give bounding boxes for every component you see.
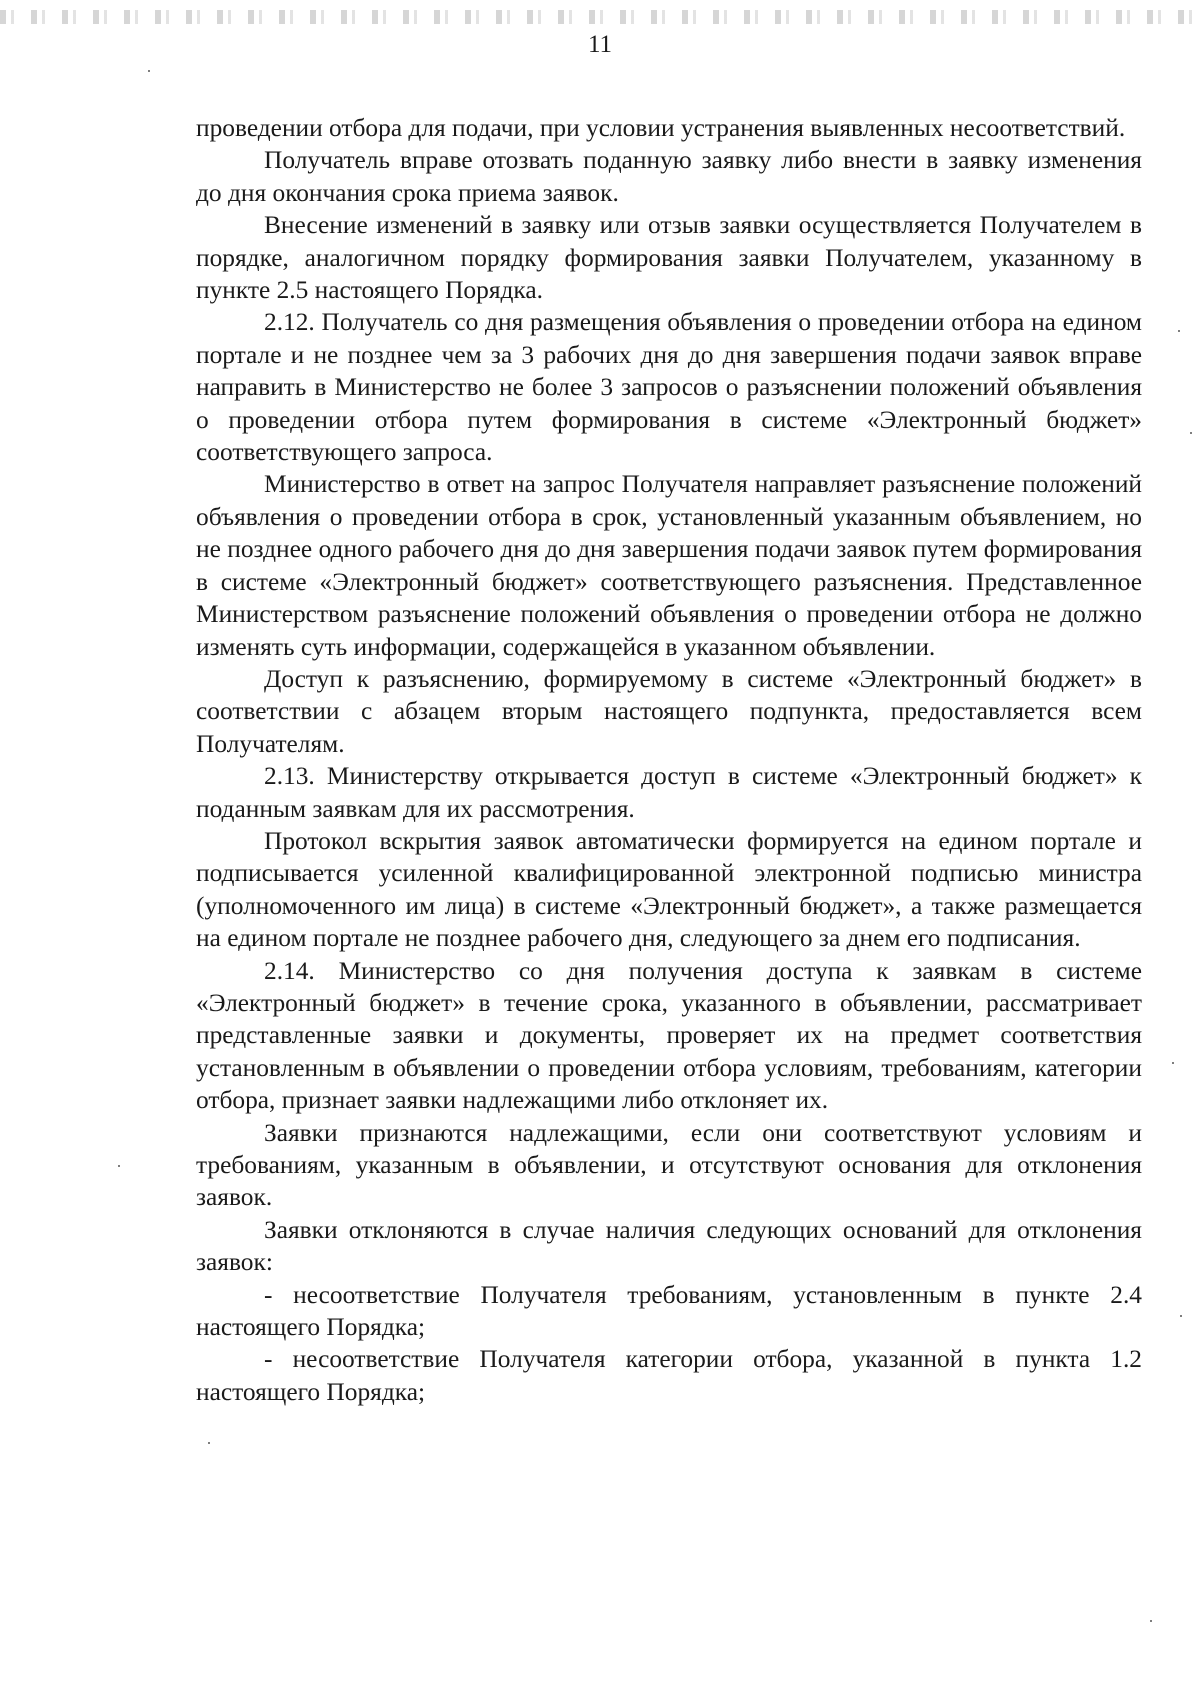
scan-speck	[1172, 1062, 1174, 1064]
paragraph: проведении отбора для подачи, при условии устранения выявленных несоответствий.	[196, 114, 1126, 142]
scan-speck	[1180, 1315, 1182, 1317]
paragraph: Заявки признаются надлежащими, если они соответствуют условиям и требованиям, указанным в объявлении, и отсутствуют основания для отклонения заявок.	[196, 1118, 1142, 1212]
scan-speck	[148, 70, 150, 72]
paragraph-2-14: 2.14. Министерство со дня получения доступа к заявкам в системе «Электронный бюджет» в течение срока, указанного в объявлении, рассматривает представленные заявки и документы, проверяет их на предмет соответствия установленным в объявлении о проведении отбора условиям, требованиям, категории отбора, признает заявки надлежащими либо отклоняет их.	[196, 956, 1142, 1115]
list-item: - несоответствие Получателя категории отбора, указанной в пункта 1.2 настоящего Порядка;	[196, 1345, 1142, 1406]
paragraph: Получатель вправе отозвать поданную заявку либо внести в заявку изменения до дня окончания срока приема заявок.	[196, 146, 1142, 207]
paragraph: Протокол вскрытия заявок автоматически формируется на едином портале и подписывается усиленной квалифицированной электронной подписью министра (уполномоченного им лица) в системе «Электронный бюджет», а также размещается на едином портале не позднее рабочего дня, следующего за днем его подписания.	[196, 826, 1142, 953]
scan-speck	[1190, 432, 1192, 434]
paragraph: Внесение изменений в заявку или отзыв заявки осуществляется Получателем в порядке, аналогичном порядку формирования заявки Получателем, указанному в пункте 2.5 настоящего Порядка.	[196, 211, 1142, 305]
scan-edge-noise	[0, 10, 1200, 24]
paragraph-2-12: 2.12. Получатель со дня размещения объявления о проведении отбора на едином портале и не позднее чем за 3 рабочих дня до дня завершения подачи заявок вправе направить в Министерство не более 3 запросов о разъяснении положений объявления о проведении отбора путем формирования в системе «Электронный бюджет» соответствующего запроса.	[196, 308, 1142, 467]
document-body	[196, 112, 1142, 1408]
paragraph-2-13: 2.13. Министерству открывается доступ в системе «Электронный бюджет» к поданным заявкам для их рассмотрения.	[196, 762, 1142, 823]
scan-speck	[208, 1442, 210, 1444]
scan-speck	[1178, 330, 1180, 332]
page-number: 11	[587, 31, 613, 58]
list-item: - несоответствие Получателя требованиям, установленным в пункте 2.4 настоящего Порядка;	[196, 1280, 1142, 1342]
paragraph: Доступ к разъяснению, формируемому в системе «Электронный бюджет» в соответствии с абзацем вторым настоящего подпункта, предоставляется всем Получателям.	[196, 664, 1142, 758]
paragraph: Заявки отклоняются в случае наличия следующих оснований для отклонения заявок:	[196, 1215, 1142, 1277]
paragraph: Министерство в ответ на запрос Получателя направляет разъяснение положений объявления о проведении отбора в срок, установленный указанным объявлением, но не позднее одного рабочего дня до дня завершения подачи заявок путем формирования в системе «Электронный бюджет» соответствующего разъяснения. Представленное Министерством разъяснение положений объявления о проведении отбора не должно изменять суть информации, содержащейся в указанном объявлении.	[196, 470, 1142, 661]
scan-speck	[118, 1165, 120, 1167]
scan-speck	[1150, 1620, 1152, 1622]
